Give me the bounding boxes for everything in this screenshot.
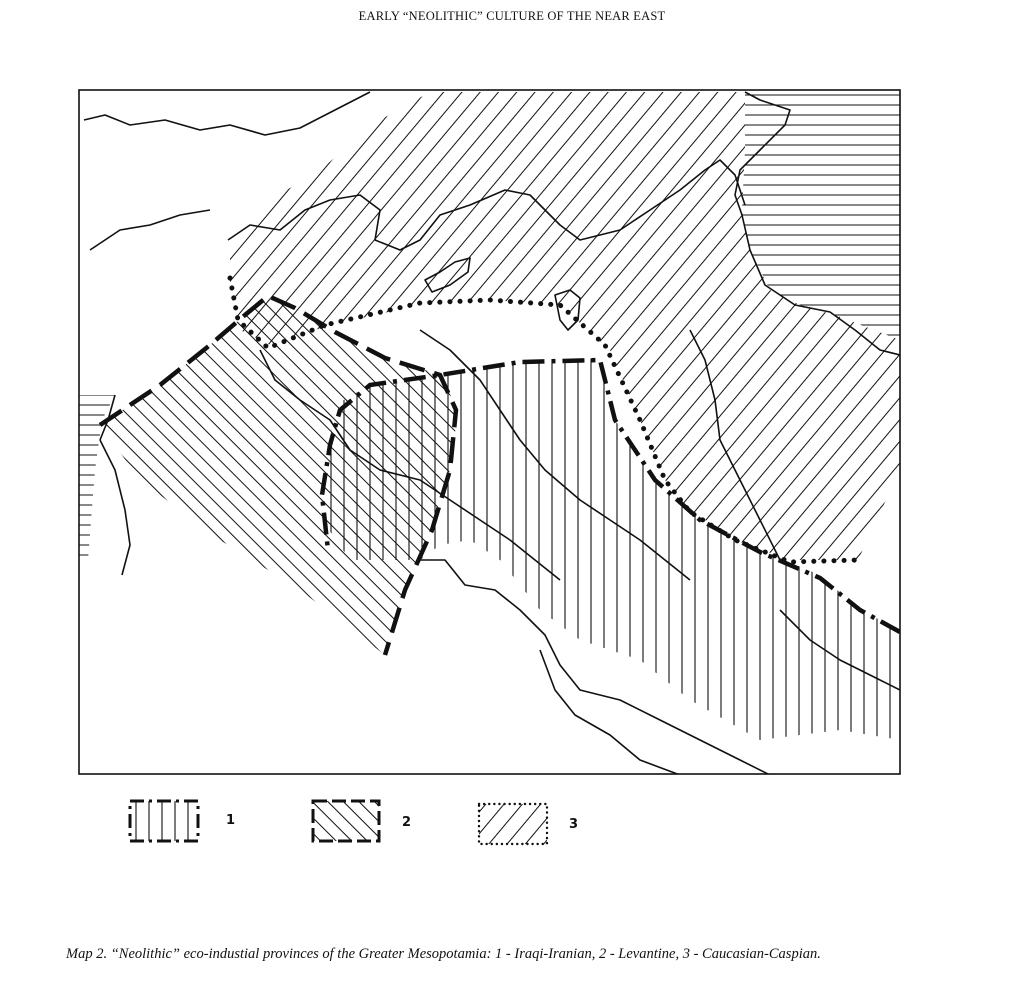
legend-swatch-2 <box>313 801 379 841</box>
coastline-west-anatolia <box>90 210 210 250</box>
legend-label-1: 1 <box>226 813 236 828</box>
running-head: EARLY “NEOLITHIC” CULTURE OF THE NEAR EAST <box>358 9 666 23</box>
coastline-north <box>84 92 370 135</box>
legend-label-2: 2 <box>402 815 412 830</box>
legend-label-3: 3 <box>569 817 579 832</box>
coastline-levant <box>100 440 130 575</box>
legend-swatch-1 <box>130 801 198 841</box>
figure-caption: Map 2. “Neolithic” eco-industial provinces of the Greater Mesopotamia: 1 - Iraqi-Iranian, 2 - Levantine, 3 - Caucasian-Caspian. <box>66 946 821 962</box>
legend-swatch-3 <box>479 804 547 844</box>
